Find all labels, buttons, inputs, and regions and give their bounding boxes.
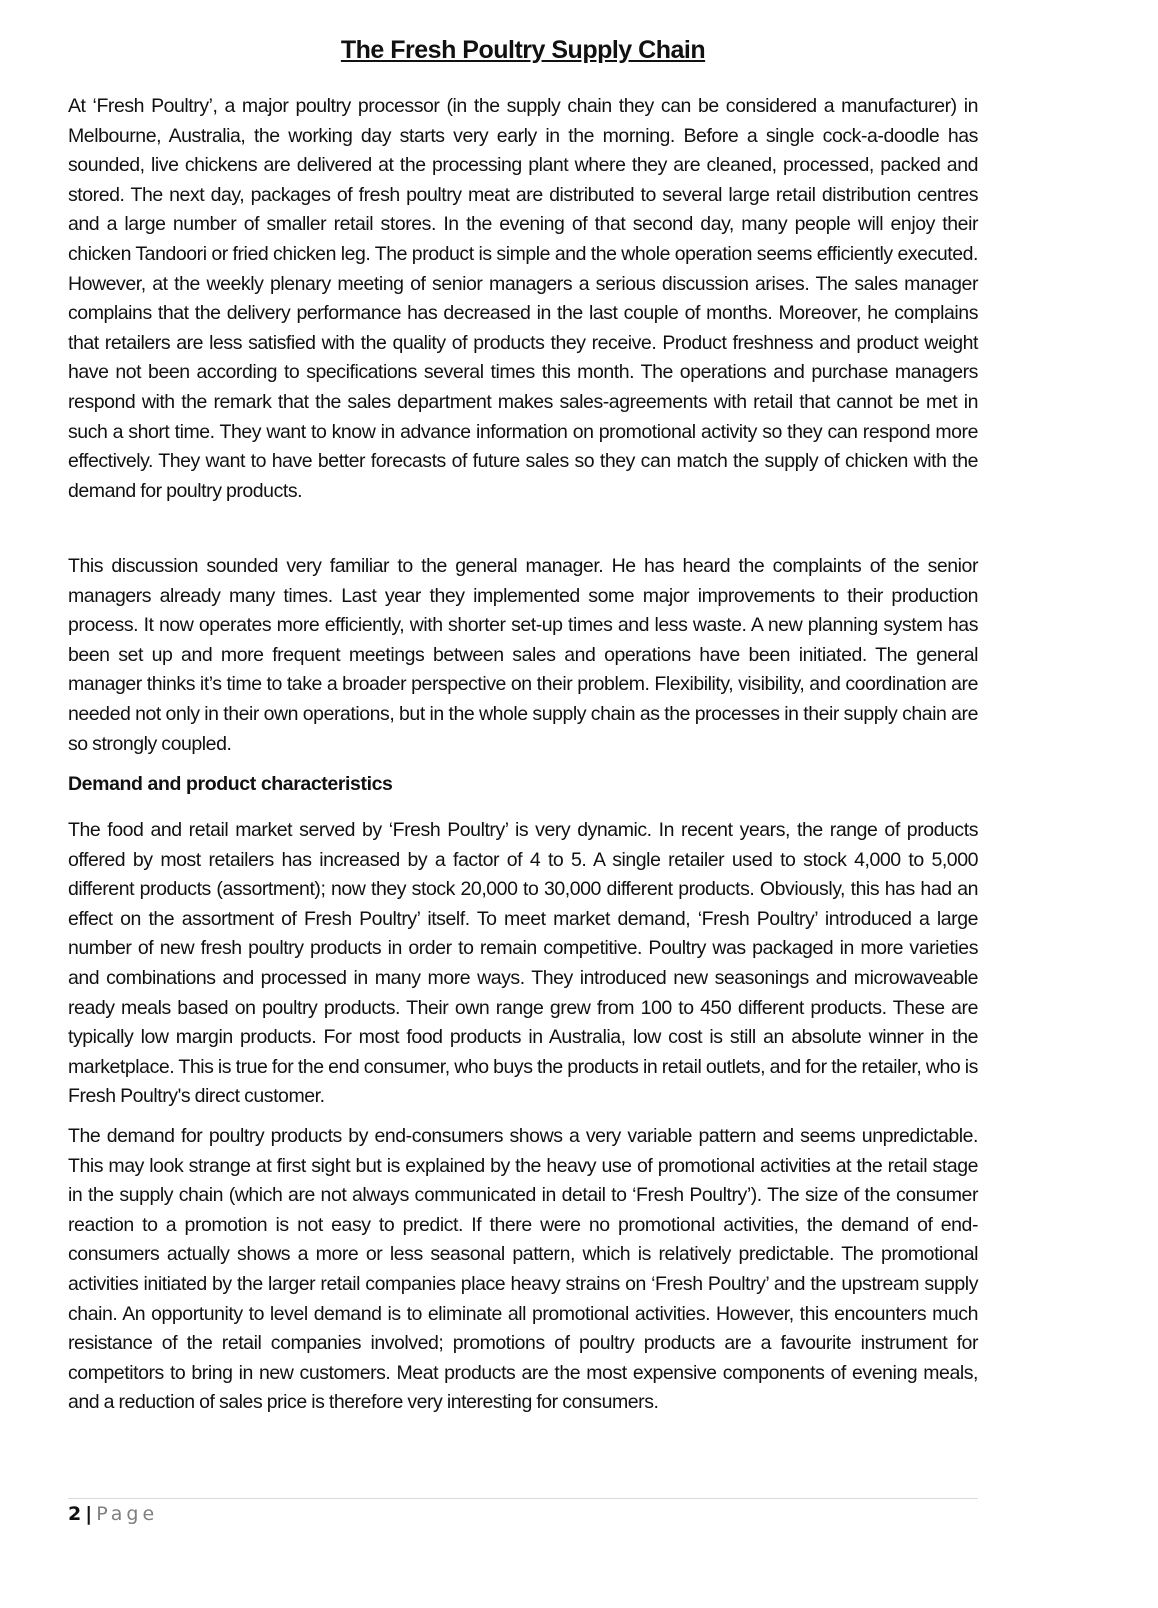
paragraph-intro: At ‘Fresh Poultry’, a major poultry processor (in the supply chain they can be considered a manufacturer) in Melbourne, Australia, the working day starts very early in the morning. Before a single cock-a-doodle has sounded, live chickens are delivered at the processing plant where they are cleaned, processed, packed and stored. The next day, packages of fresh poultry meat are distributed to several large retail distribution centres and a large number of smaller retail stores. In the evening of that second day, many people will enjoy their chicken Tandoori or fried chicken leg. The product is simple and the whole operation seems efficiently executed. However, at the weekly plenary meeting of senior managers a serious discussion arises. The sales manager complains that the delivery performance has decreased in the last couple of months. Moreover, he complains that retailers are less satisfied with the quality of products they receive. Product freshness and product weight have not been according to specifications several times this month. The operations and purchase managers respond with the remark that the sales department makes sales-agreements with retail that cannot be met in such a short time. They want to know in advance information on promotional activity so they can respond more effectively. They want to have better forecasts of future sales so they can match the supply of chicken with the demand for poultry products. bbox=[68, 95, 978, 502]
document-page bbox=[68, 0, 978, 1608]
document-title: The Fresh Poultry Supply Chain bbox=[340, 36, 706, 64]
page-number: 2 bbox=[68, 1503, 82, 1525]
section-heading: Demand and product characteristics bbox=[68, 773, 393, 795]
footer-divider bbox=[68, 1498, 978, 1499]
paragraph-market-dynamics: The food and retail market served by ‘Fresh Poultry’ is very dynamic. In recent years, the range of products offered by most retailers has increased by a factor of 4 to 5. A single retailer used to stock 4,000 to 5,000 different products (assortment); now they stock 20,000 to 30,000 different products. Obviously, this has had an effect on the assortment of Fresh Poultry’ itself. To meet market demand, ‘Fresh Poultry’ introduced a large number of new fresh poultry products in order to remain competitive. Poultry was packaged in more varieties and combinations and processed in many more ways. They introduced new seasonings and microwaveable ready meals based on poultry products. Their own range grew from 100 to 450 different products. These are typically low margin products. For most food products in Australia, low cost is still an absolute winner in the marketplace. This is true for the end consumer, who buys the products in retail outlets, and for the retailer, who is Fresh Poultry's direct customer. bbox=[68, 819, 978, 1108]
paragraph-demand-pattern: The demand for poultry products by end-consumers shows a very variable pattern and seems unpredictable. This may look strange at first sight but is explained by the heavy use of promotional activities at the retail stage in the supply chain (which are not always communicated in detail to ‘Fresh Poultry’). The size of the consumer reaction to a promotion is not easy to predict. If there were no promotional activities, the demand of end-consumers actually shows a more or less seasonal pattern, which is relatively predictable. The promotional activities initiated by the larger retail companies place heavy strains on ‘Fresh Poultry’ and the upstream supply chain. An opportunity to level demand is to eliminate all promotional activities. However, this encounters much resistance of the retail companies involved; promotions of poultry products are a favourite instrument for competitors to bring in new customers. Meat products are the most expensive components of evening meals, and a reduction of sales price is therefore very interesting for consumers. bbox=[68, 1125, 978, 1414]
paragraph-general-manager: This discussion sounded very familiar to the general manager. He has heard the complaints of the senior managers already many times. Last year they implemented some major improvements to their production process. It now operates more efficiently, with shorter set-up times and less waste. A new planning system has been set up and more frequent meetings between sales and operations have been initiated. The general manager thinks it’s time to take a broader perspective on their problem. Flexibility, visibility, and coordination are needed not only in their own operations, but in the whole supply chain as the processes in their supply chain are so strongly coupled. bbox=[68, 555, 978, 755]
page-label: Page bbox=[96, 1503, 159, 1525]
footer-separator: | bbox=[85, 1503, 93, 1525]
page-footer bbox=[68, 1503, 158, 1525]
